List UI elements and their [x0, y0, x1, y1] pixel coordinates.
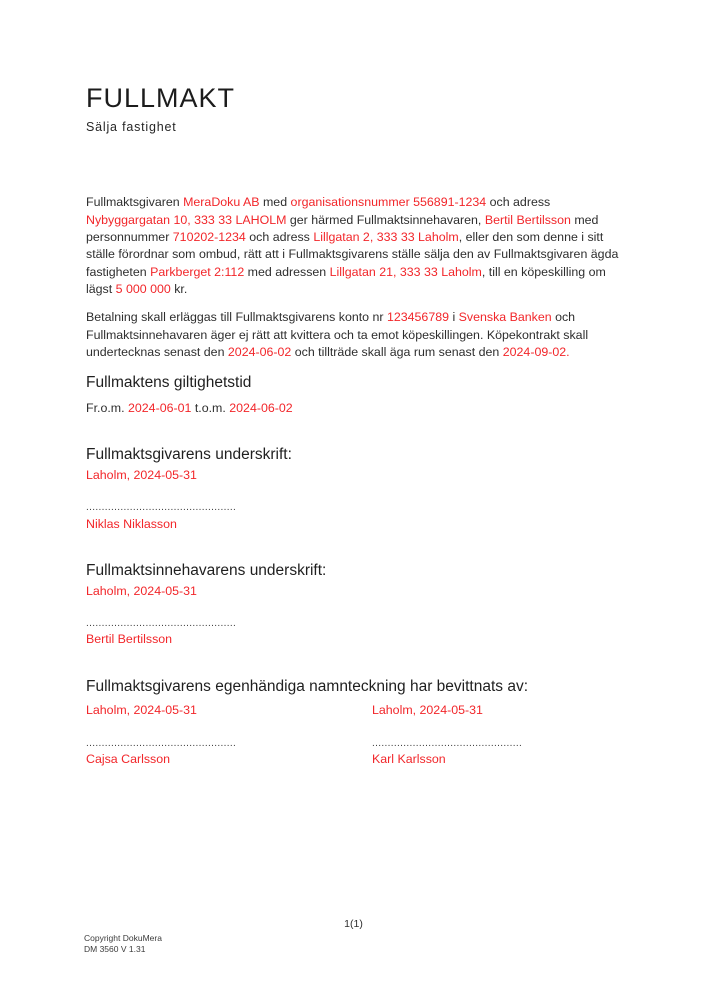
grantor-signature-line: ................................................ — [86, 502, 237, 513]
witness-right-name: Karl Karlsson — [372, 752, 446, 766]
document-title: FULLMAKT — [86, 83, 236, 113]
grantor-place-date: Laholm, 2024-05-31 — [86, 468, 197, 482]
grantor-name: Niklas Niklasson — [86, 517, 177, 531]
holder-signature-line: ................................................ — [86, 618, 237, 629]
witness-right-signature-line: ................................................ — [372, 738, 523, 749]
validity-dates: Fr.o.m. 2024-06-01 t.o.m. 2024-06-02 — [86, 401, 293, 415]
grantor-signature-heading: Fullmaktsgivarens underskrift: — [86, 446, 292, 463]
version-line: DM 3560 V 1.31 — [84, 943, 146, 954]
intro-paragraph: Fullmaktsgivaren MeraDoku AB med organisationsnummer 556891-1234 och adress Nybyggargatan 10, 333 33 LAHOLM ger härmed Fullmaktsinnehavaren, Bertil Bertilsson med personnummer 710202-1234 och adress Lillgatan 2, 333 33 Laholm, eller den som denne i sitt ställe förordnar som ombud, rätt att i Fullmaktsgivarens ställe sälja den av Fullmaktsgivaren ägda fastigheten Parkberget 2:112 med adressen Lillgatan 21, 333 33 Laholm, till en köpeskilling om lägst 5 000 000 kr. — [86, 195, 619, 296]
witness-right — [372, 703, 646, 767]
payment-paragraph: Betalning skall erläggas till Fullmaktsgivarens konto nr 123456789 i Svenska Banken och Fullmaktsinnehavaren äger ej rätt att kvittera och ta emot köpeskillingen. Köpekontrakt skall undertecknas senast den 2024-06-02 och tillträde skall äga rum senast den 2024-09-02. — [86, 310, 589, 359]
holder-signature-heading: Fullmaktsinnehavarens underskrift: — [86, 562, 327, 579]
witness-right-place-date: Laholm, 2024-05-31 — [372, 703, 483, 717]
witness-left-signature-line: ................................................ — [86, 738, 237, 749]
page-number: 1(1) — [344, 918, 363, 930]
copyright-block — [84, 933, 162, 954]
witness-row — [86, 703, 646, 767]
witness-left-place-date: Laholm, 2024-05-31 — [86, 703, 197, 717]
witness-left — [86, 703, 372, 767]
holder-name: Bertil Bertilsson — [86, 632, 173, 646]
holder-place-date: Laholm, 2024-05-31 — [86, 584, 197, 598]
witness-left-name: Cajsa Carlsson — [86, 752, 171, 766]
witness-heading: Fullmaktsgivarens egenhändiga namnteckning har bevittnats av: — [86, 678, 529, 695]
validity-heading: Fullmaktens giltighetstid — [86, 374, 252, 391]
copyright-line: Copyright DokuMera — [84, 933, 162, 943]
document-subtitle: Sälja fastighet — [86, 120, 177, 134]
